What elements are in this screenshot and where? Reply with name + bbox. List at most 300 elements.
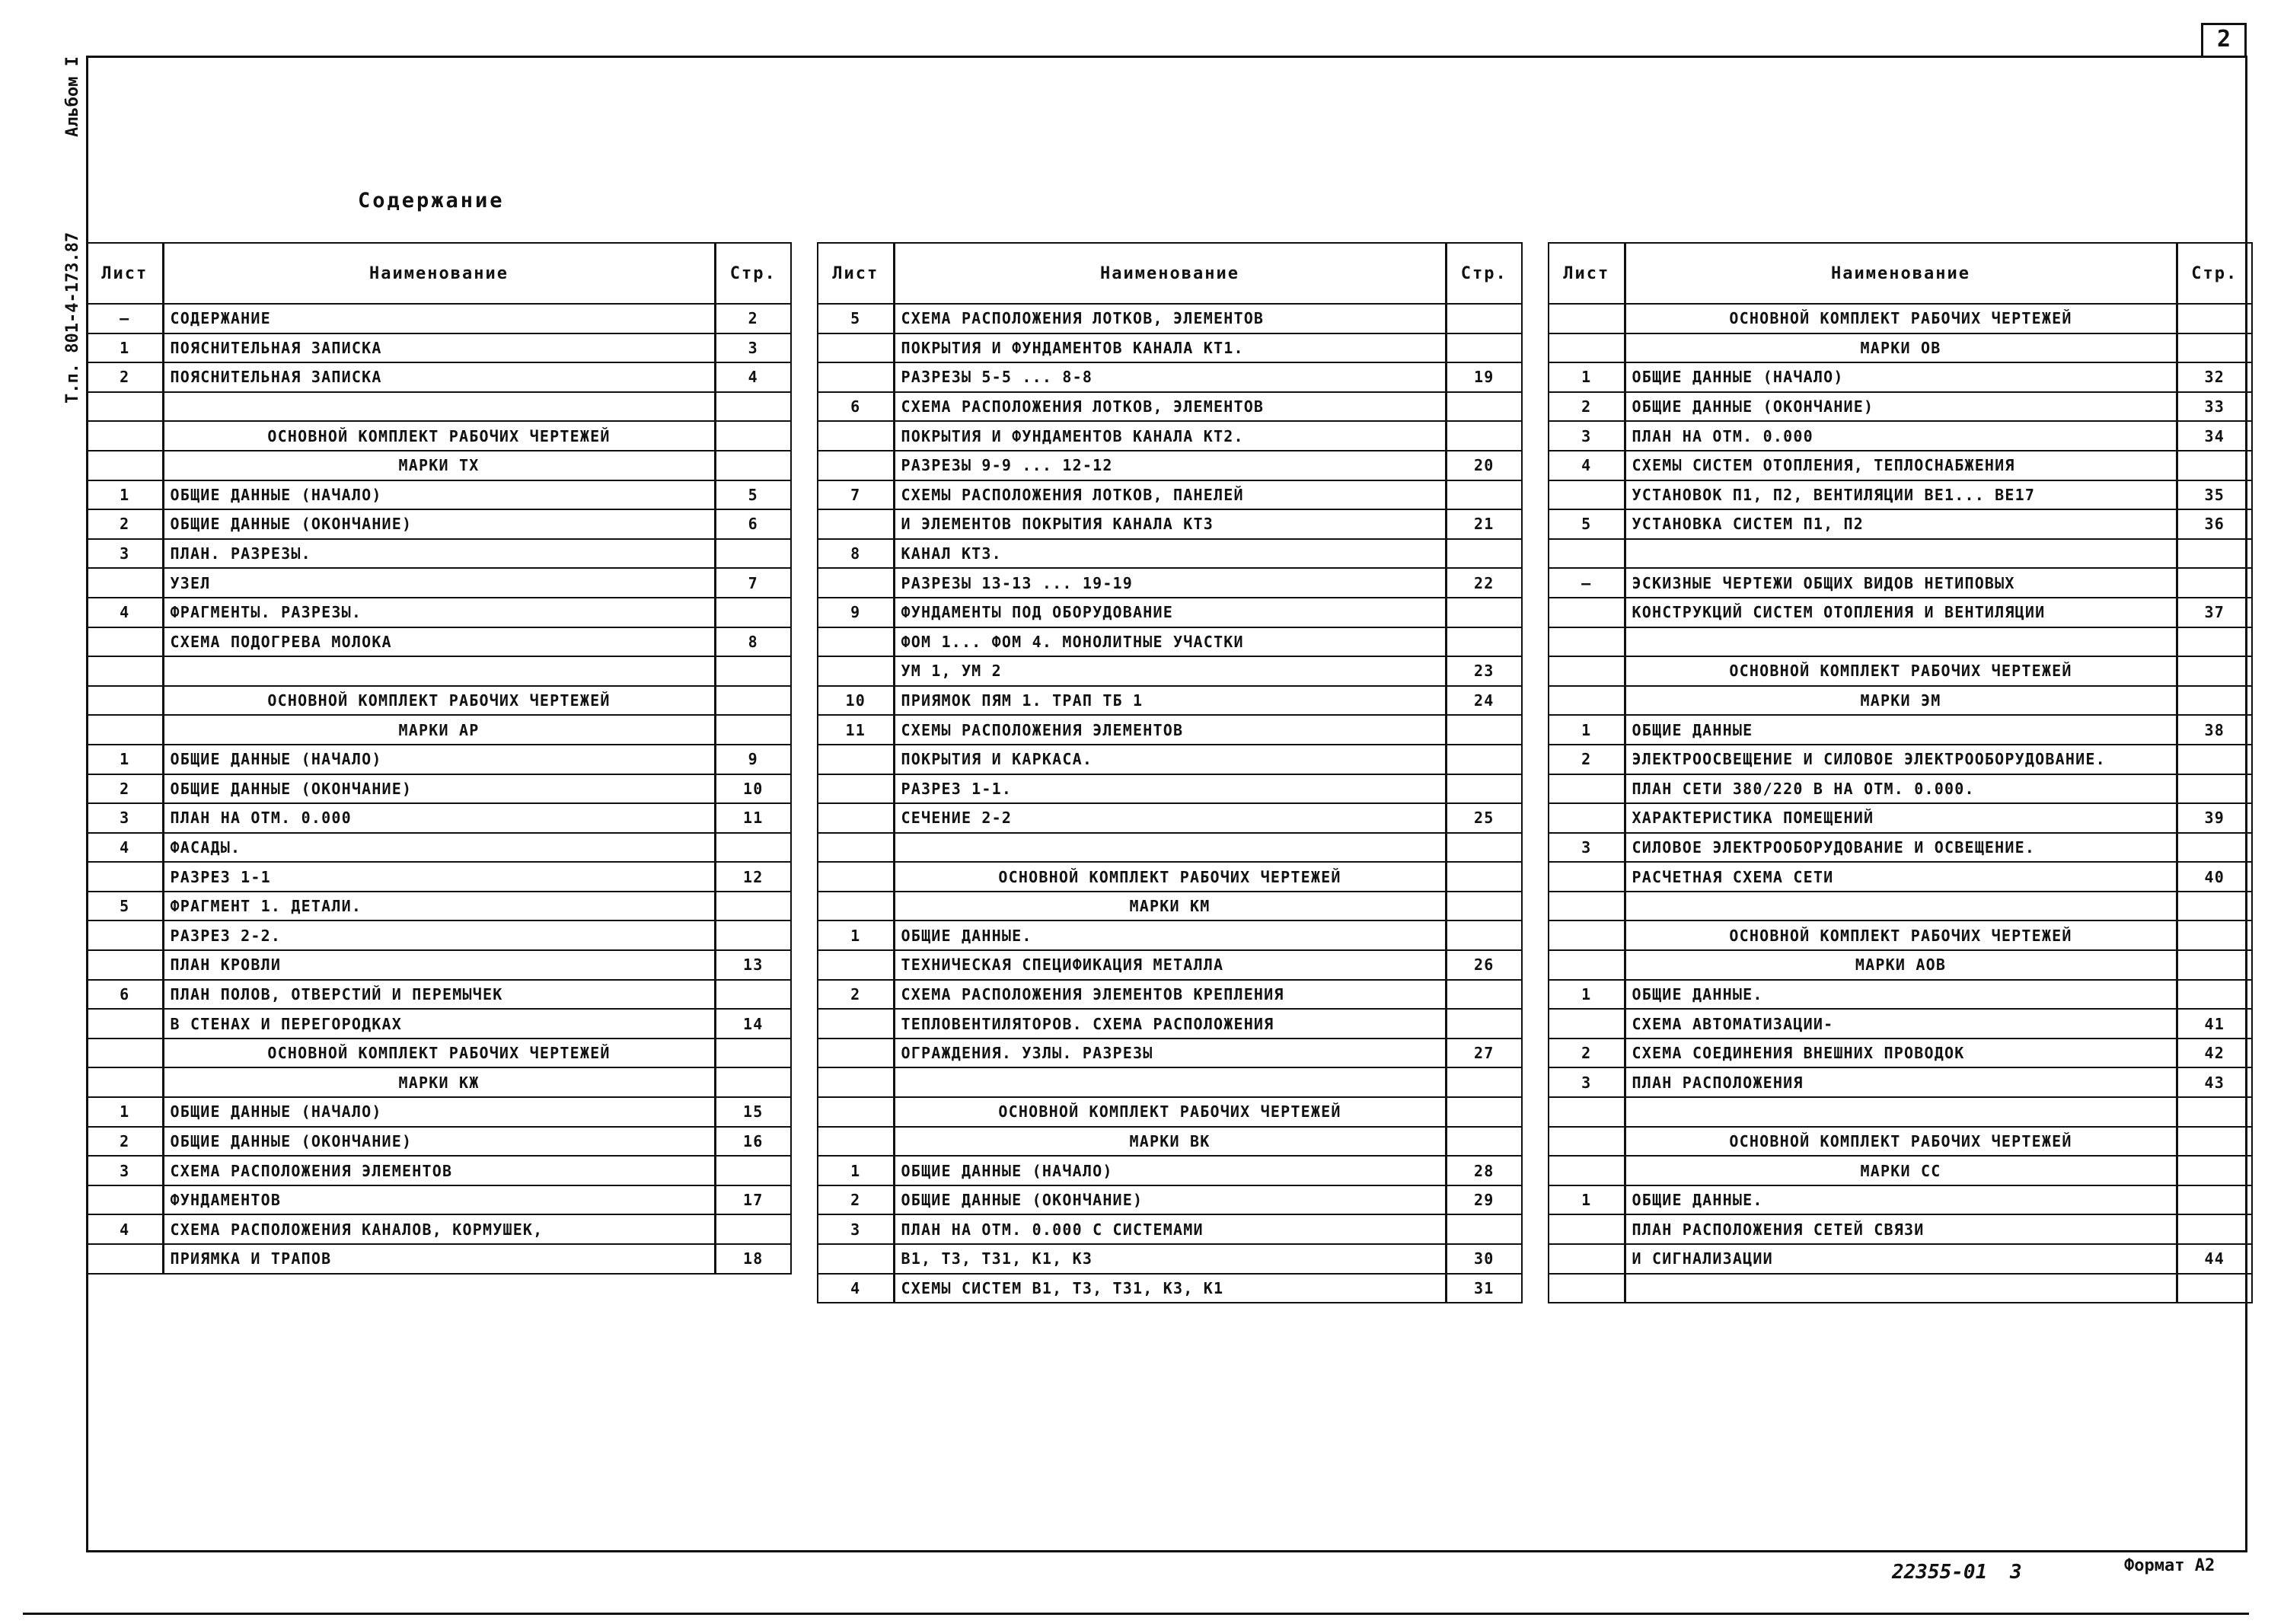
sheet-title: СИЛОВОЕ ЭЛЕКТРООБОРУДОВАНИЕ И ОСВЕЩЕНИЕ. — [1625, 833, 2177, 863]
page-number-cell: 22 — [1446, 568, 1522, 598]
toc-row — [87, 304, 791, 333]
sheet-title: ОСНОВНОЙ КОМПЛЕКТ РАБОЧИХ ЧЕРТЕЖЕЙ — [163, 421, 715, 451]
sheet-title: СХЕМЫ СИСТЕМ ОТОПЛЕНИЯ, ТЕПЛОСНАБЖЕНИЯ — [1625, 451, 2177, 480]
sheet-title: РАЗРЕЗЫ 5-5 ... 8-8 — [894, 362, 1446, 392]
toc-row — [1549, 1097, 2252, 1127]
toc-row — [87, 333, 791, 363]
toc-row — [818, 304, 1522, 333]
page-number-cell: 10 — [715, 774, 791, 804]
sheet-number — [818, 362, 894, 392]
sheet-number: 1 — [1549, 980, 1625, 1010]
toc-row — [1549, 892, 2252, 921]
sheet-title: СХЕМЫ РАСПОЛОЖЕНИЯ ЛОТКОВ, ПАНЕЛЕЙ — [894, 480, 1446, 510]
sheet-number — [87, 1067, 163, 1097]
header-name: Наименование — [894, 243, 1446, 304]
page-number-cell — [1446, 539, 1522, 569]
toc-row — [1549, 1067, 2252, 1097]
toc-row — [87, 598, 791, 627]
sheet-title: УСТАНОВОК П1, П2, ВЕНТИЛЯЦИИ ВЕ1... ВЕ17 — [1625, 480, 2177, 510]
sheet-number — [1549, 656, 1625, 686]
page-number-cell — [2177, 539, 2252, 569]
toc-row — [818, 950, 1522, 980]
sheet-title: ПЛАН РАСПОЛОЖЕНИЯ — [1625, 1067, 2177, 1097]
sheet-title: ФУНДАМЕНТОВ — [163, 1185, 715, 1215]
toc-row — [87, 509, 791, 539]
page-number-cell — [1446, 1214, 1522, 1244]
sheet-title: ОСНОВНОЙ КОМПЛЕКТ РАБОЧИХ ЧЕРТЕЖЕЙ — [1625, 656, 2177, 686]
toc-row — [1549, 1009, 2252, 1039]
page-number-cell: 43 — [2177, 1067, 2252, 1097]
sheet-number — [87, 920, 163, 950]
sheet-number — [1549, 1244, 1625, 1274]
sheet-number: 3 — [1549, 1067, 1625, 1097]
sheet-title: ПОКРЫТИЯ И КАРКАСА. — [894, 745, 1446, 774]
toc-row — [87, 362, 791, 392]
sheet-title: ПЛАН ПОЛОВ, ОТВЕРСТИЙ И ПЕРЕМЫЧЕК — [163, 980, 715, 1010]
page-title: Содержание — [358, 189, 505, 212]
page-number-cell — [2177, 950, 2252, 980]
section-heading-row — [87, 715, 791, 745]
sheet-title: КАНАЛ КТ3. — [894, 539, 1446, 569]
toc-row — [818, 1067, 1522, 1097]
sheet-number — [1549, 950, 1625, 980]
page-number-cell: 13 — [715, 950, 791, 980]
sheet-title: В СТЕНАХ И ПЕРЕГОРОДКАХ — [163, 1009, 715, 1039]
sheet-number: 5 — [87, 892, 163, 921]
page-number-cell — [2177, 333, 2252, 363]
toc-row — [87, 1127, 791, 1157]
sheet-title: ОБЩИЕ ДАННЫЕ (НАЧАЛО) — [163, 480, 715, 510]
section-heading-row — [1549, 304, 2252, 333]
sheet-number: 7 — [818, 480, 894, 510]
page-number-cell: 33 — [2177, 392, 2252, 422]
toc-row — [1549, 745, 2252, 774]
sheet-title: ПЛАН НА ОТМ. 0.000 С СИСТЕМАМИ — [894, 1214, 1446, 1244]
toc-row — [87, 627, 791, 657]
toc-row — [818, 509, 1522, 539]
sheet-number: — — [87, 304, 163, 333]
format-label: Формат А2 — [2124, 1556, 2215, 1575]
sheet-number — [87, 627, 163, 657]
page-number-cell: 38 — [2177, 715, 2252, 745]
bottom-rule — [23, 1613, 2249, 1615]
sheet-number — [818, 333, 894, 363]
sheet-title: ОБЩИЕ ДАННЫЕ (ОКОНЧАНИЕ) — [163, 774, 715, 804]
sheet-title: ОБЩИЕ ДАННЫЕ — [1625, 715, 2177, 745]
sheet-number — [1549, 1274, 1625, 1303]
sheet-number — [818, 1067, 894, 1097]
sheet-title — [1625, 627, 2177, 657]
sheet-title: МАРКИ ЭМ — [1625, 686, 2177, 716]
sheet-number — [87, 1185, 163, 1215]
page-number-cell — [1446, 1097, 1522, 1127]
page-number-cell: 29 — [1446, 1185, 1522, 1215]
sheet-number: 10 — [818, 686, 894, 716]
toc-row — [818, 656, 1522, 686]
sheet-number: 5 — [818, 304, 894, 333]
project-code: Т.п. 801-4-173.87 — [63, 231, 82, 404]
sheet-number: 2 — [87, 362, 163, 392]
page-number-cell: 16 — [715, 1127, 791, 1157]
page-number-cell — [2177, 1097, 2252, 1127]
toc-row — [1549, 1274, 2252, 1303]
sheet-number: 3 — [1549, 421, 1625, 451]
section-heading-row — [1549, 686, 2252, 716]
sheet-number — [87, 1039, 163, 1068]
sheet-number: 4 — [87, 1214, 163, 1244]
sheet-title: РАЗРЕЗЫ 9-9 ... 12-12 — [894, 451, 1446, 480]
sheet-number — [1549, 1214, 1625, 1244]
page-number-cell: 31 — [1446, 1274, 1522, 1303]
sheet-title: УСТАНОВКА СИСТЕМ П1, П2 — [1625, 509, 2177, 539]
toc-row — [818, 1009, 1522, 1039]
sheet-title — [1625, 1274, 2177, 1303]
sheet-title: ОБЩИЕ ДАННЫЕ (ОКОНЧАНИЕ) — [1625, 392, 2177, 422]
page-number-cell — [1446, 304, 1522, 333]
page-number-cell: 18 — [715, 1244, 791, 1274]
toc-row — [1549, 627, 2252, 657]
sheet-title: ПОКРЫТИЯ И ФУНДАМЕНТОВ КАНАЛА КТ1. — [894, 333, 1446, 363]
toc-row — [1549, 568, 2252, 598]
toc-row — [818, 627, 1522, 657]
page-number-cell — [1446, 392, 1522, 422]
page-number-cell — [2177, 745, 2252, 774]
toc-row — [818, 1274, 1522, 1303]
sheet-number — [818, 656, 894, 686]
sheet-number: 1 — [87, 745, 163, 774]
section-heading-row — [87, 451, 791, 480]
sheet-title: МАРКИ ТХ — [163, 451, 715, 480]
toc-row — [1549, 980, 2252, 1010]
section-heading-row — [1549, 1156, 2252, 1185]
sheet-title: ОСНОВНОЙ КОМПЛЕКТ РАБОЧИХ ЧЕРТЕЖЕЙ — [163, 686, 715, 716]
sheet-title: РАЗРЕЗ 2-2. — [163, 920, 715, 950]
page-number-cell — [1446, 892, 1522, 921]
page-number-cell — [1446, 980, 1522, 1010]
toc-row — [818, 421, 1522, 451]
toc-row — [1549, 539, 2252, 569]
page-number-cell — [2177, 304, 2252, 333]
sheet-number — [818, 627, 894, 657]
sheet-title: ПЛАН. РАЗРЕЗЫ. — [163, 539, 715, 569]
page-number-cell: 14 — [715, 1009, 791, 1039]
toc-row — [87, 803, 791, 833]
sheet-title: ОБЩИЕ ДАННЫЕ (НАЧАЛО) — [163, 1097, 715, 1127]
sheet-number — [1549, 1009, 1625, 1039]
page-number-cell: 24 — [1446, 686, 1522, 716]
sheet-title: ОБЩИЕ ДАННЫЕ. — [1625, 1185, 2177, 1215]
page-number-cell — [715, 686, 791, 716]
sheet-number — [1549, 803, 1625, 833]
section-heading-row — [1549, 333, 2252, 363]
page-number-cell: 15 — [715, 1097, 791, 1127]
sheet-title: ТЕХНИЧЕСКАЯ СПЕЦИФИКАЦИЯ МЕТАЛЛА — [894, 950, 1446, 980]
toc-row — [818, 920, 1522, 950]
sheet-number: 2 — [818, 1185, 894, 1215]
section-heading-row — [1549, 950, 2252, 980]
sheet-title: ОСНОВНОЙ КОМПЛЕКТ РАБОЧИХ ЧЕРТЕЖЕЙ — [163, 1039, 715, 1068]
sheet-number — [1549, 862, 1625, 892]
sheet-title: СЕЧЕНИЕ 2-2 — [894, 803, 1446, 833]
page-number-cell — [2177, 892, 2252, 921]
page-number-cell — [715, 451, 791, 480]
toc-row — [1549, 509, 2252, 539]
sheet-title: ЭЛЕКТРООСВЕЩЕНИЕ И СИЛОВОЕ ЭЛЕКТРООБОРУДОВАНИЕ. — [1625, 745, 2177, 774]
sheet-number — [87, 862, 163, 892]
page-number-cell — [715, 598, 791, 627]
page-number-cell — [715, 920, 791, 950]
sheet-number — [818, 1127, 894, 1157]
section-heading-row — [1549, 920, 2252, 950]
sheet-title: СХЕМА РАСПОЛОЖЕНИЯ ЭЛЕМЕНТОВ — [163, 1156, 715, 1185]
sheet-title: СХЕМА АВТОМАТИЗАЦИИ- — [1625, 1009, 2177, 1039]
sheet-number — [818, 950, 894, 980]
sheet-title: ЭСКИЗНЫЕ ЧЕРТЕЖИ ОБЩИХ ВИДОВ НЕТИПОВЫХ — [1625, 568, 2177, 598]
toc-row — [1549, 598, 2252, 627]
table-header — [1549, 243, 2252, 304]
toc-row — [818, 1185, 1522, 1215]
sheet-title: ПОЯСНИТЕЛЬНАЯ ЗАПИСКА — [163, 333, 715, 363]
sheet-title: ПЛАН КРОВЛИ — [163, 950, 715, 980]
page-number-cell — [715, 421, 791, 451]
sheet-title — [894, 1067, 1446, 1097]
sheet-number — [818, 1009, 894, 1039]
page-number-cell — [1446, 333, 1522, 363]
page-number-cell: 8 — [715, 627, 791, 657]
page-number-cell: 11 — [715, 803, 791, 833]
header-sheet: Лист — [818, 243, 894, 304]
sheet-title — [1625, 892, 2177, 921]
toc-row — [87, 1214, 791, 1244]
sheet-number — [87, 686, 163, 716]
sheet-title: СОДЕРЖАНИЕ — [163, 304, 715, 333]
toc-row — [1549, 774, 2252, 804]
page-number-cell — [1446, 480, 1522, 510]
sheet-title: СХЕМА РАСПОЛОЖЕНИЯ ЭЛЕМЕНТОВ КРЕПЛЕНИЯ — [894, 980, 1446, 1010]
sheet-number: 2 — [1549, 1039, 1625, 1068]
sheet-number: 2 — [1549, 745, 1625, 774]
toc-row — [1549, 1185, 2252, 1215]
page-number-cell: 25 — [1446, 803, 1522, 833]
toc-row — [818, 598, 1522, 627]
toc-row — [818, 568, 1522, 598]
page-number-cell — [2177, 920, 2252, 950]
page-number-cell — [2177, 686, 2252, 716]
sheet-number — [1549, 774, 1625, 804]
sheet-number: 3 — [1549, 833, 1625, 863]
page-number-cell: 5 — [715, 480, 791, 510]
page-number-cell — [715, 833, 791, 863]
sheet-number — [1549, 627, 1625, 657]
sheet-number — [87, 656, 163, 686]
sheet-title: ОБЩИЕ ДАННЫЕ (НАЧАЛО) — [894, 1156, 1446, 1185]
sheet-title: ОСНОВНОЙ КОМПЛЕКТ РАБОЧИХ ЧЕРТЕЖЕЙ — [1625, 1127, 2177, 1157]
sheet-number — [1549, 480, 1625, 510]
page-number-cell: 12 — [715, 862, 791, 892]
sheet-title: РАЗРЕЗ 1-1. — [894, 774, 1446, 804]
sheet-number — [1549, 1097, 1625, 1127]
page-number-cell — [715, 656, 791, 686]
page-number-cell: 21 — [1446, 509, 1522, 539]
page-number-cell — [1446, 774, 1522, 804]
page-number-cell — [2177, 451, 2252, 480]
header-sheet: Лист — [1549, 243, 1625, 304]
toc-row — [87, 1009, 791, 1039]
sheet-title: СХЕМЫ СИСТЕМ В1, Т3, Т31, К3, К1 — [894, 1274, 1446, 1303]
toc-row — [1549, 1214, 2252, 1244]
page-number-cell: 23 — [1446, 656, 1522, 686]
page-number-cell — [715, 1214, 791, 1244]
sheet-number: 2 — [87, 509, 163, 539]
page-number-cell: 28 — [1446, 1156, 1522, 1185]
sheet-number — [1549, 1127, 1625, 1157]
sheet-number — [87, 568, 163, 598]
page-number-cell — [2177, 1185, 2252, 1215]
sheet-title: СХЕМЫ РАСПОЛОЖЕНИЯ ЭЛЕМЕНТОВ — [894, 715, 1446, 745]
sheet-title: ФОМ 1... ФОМ 4. МОНОЛИТНЫЕ УЧАСТКИ — [894, 627, 1446, 657]
page-number-cell: 7 — [715, 568, 791, 598]
sheet-number: 1 — [87, 480, 163, 510]
toc-row — [87, 480, 791, 510]
sheet-number: 1 — [818, 920, 894, 950]
page-number-cell: 36 — [2177, 509, 2252, 539]
sheet-title: ОСНОВНОЙ КОМПЛЕКТ РАБОЧИХ ЧЕРТЕЖЕЙ — [894, 1097, 1446, 1127]
sheet-number: 3 — [87, 803, 163, 833]
page-number-cell: 26 — [1446, 950, 1522, 980]
sheet-title: СХЕМА СОЕДИНЕНИЯ ВНЕШНИХ ПРОВОДОК — [1625, 1039, 2177, 1068]
sheet-number — [1549, 1156, 1625, 1185]
sheet-number — [1549, 304, 1625, 333]
sheet-title: МАРКИ КМ — [894, 892, 1446, 921]
sheet-number — [1549, 686, 1625, 716]
sheet-number — [87, 715, 163, 745]
sheet-number — [87, 1244, 163, 1274]
page-number-cell — [1446, 421, 1522, 451]
page-number-cell — [1446, 920, 1522, 950]
sheet-title: ПЛАН РАСПОЛОЖЕНИЯ СЕТЕЙ СВЯЗИ — [1625, 1214, 2177, 1244]
header-page: Стр. — [2177, 243, 2252, 304]
toc-row — [818, 480, 1522, 510]
page-number-cell: 2 — [715, 304, 791, 333]
sheet-number: 2 — [87, 774, 163, 804]
page-number-cell — [715, 1039, 791, 1068]
sheet-number — [818, 451, 894, 480]
toc-table-1 — [86, 242, 792, 1275]
sheet-number — [818, 833, 894, 863]
sheet-title: В1, Т3, Т31, К1, К3 — [894, 1244, 1446, 1274]
sheet-title: ФАСАДЫ. — [163, 833, 715, 863]
header-name: Наименование — [163, 243, 715, 304]
section-heading-row — [818, 1097, 1522, 1127]
section-heading-row — [87, 686, 791, 716]
toc-row — [1549, 392, 2252, 422]
page-number-cell: 20 — [1446, 451, 1522, 480]
sheet-number: 1 — [87, 333, 163, 363]
toc-row — [1549, 362, 2252, 392]
sheet-title: ФУНДАМЕНТЫ ПОД ОБОРУДОВАНИЕ — [894, 598, 1446, 627]
sheet-title: ОБЩИЕ ДАННЫЕ. — [1625, 980, 2177, 1010]
toc-row — [1549, 1244, 2252, 1274]
sheet-title: СХЕМА РАСПОЛОЖЕНИЯ КАНАЛОВ, КОРМУШЕК, — [163, 1214, 715, 1244]
page-number-cell: 9 — [715, 745, 791, 774]
toc-row — [818, 745, 1522, 774]
sheet-title: РАЗРЕЗЫ 13-13 ... 19-19 — [894, 568, 1446, 598]
sheet-title: ПОЯСНИТЕЛЬНАЯ ЗАПИСКА — [163, 362, 715, 392]
toc-row — [87, 833, 791, 863]
album-label: Альбом I — [63, 56, 82, 137]
sheet-number — [818, 568, 894, 598]
sheet-title: ПЛАН НА ОТМ. 0.000 — [163, 803, 715, 833]
sheet-number: — — [1549, 568, 1625, 598]
page-number-cell — [715, 539, 791, 569]
toc-table-3 — [1548, 242, 2253, 1303]
toc-row — [818, 451, 1522, 480]
page-number-cell — [1446, 627, 1522, 657]
toc-row — [87, 1156, 791, 1185]
sheet-title — [1625, 1097, 2177, 1127]
sheet-number — [87, 1009, 163, 1039]
toc-row — [818, 333, 1522, 363]
page-number-cell — [1446, 1127, 1522, 1157]
toc-row — [87, 568, 791, 598]
sheet-number: 3 — [87, 539, 163, 569]
sheet-number: 9 — [818, 598, 894, 627]
sheet-title: ОСНОВНОЙ КОМПЛЕКТ РАБОЧИХ ЧЕРТЕЖЕЙ — [1625, 920, 2177, 950]
page-number-cell: 37 — [2177, 598, 2252, 627]
page-number-cell — [2177, 627, 2252, 657]
page-number-cell — [1446, 833, 1522, 863]
toc-row — [818, 1244, 1522, 1274]
sheet-number — [1549, 920, 1625, 950]
toc-row — [87, 392, 791, 422]
sheet-title — [163, 656, 715, 686]
toc-row — [87, 1185, 791, 1215]
section-heading-row — [87, 1039, 791, 1068]
sheet-title: ХАРАКТЕРИСТИКА ПОМЕЩЕНИЙ — [1625, 803, 2177, 833]
table-header — [87, 243, 791, 304]
sheet-title — [1625, 539, 2177, 569]
page-number-cell: 34 — [2177, 421, 2252, 451]
page-number-cell: 32 — [2177, 362, 2252, 392]
section-heading-row — [818, 862, 1522, 892]
page-number-cell: 40 — [2177, 862, 2252, 892]
toc-row — [87, 1097, 791, 1127]
sheet-title: СХЕМА ПОДОГРЕВА МОЛОКА — [163, 627, 715, 657]
sheet-title: МАРКИ КЖ — [163, 1067, 715, 1097]
sheet-number — [818, 421, 894, 451]
sheet-title: И СИГНАЛИЗАЦИИ — [1625, 1244, 2177, 1274]
toc-row — [818, 833, 1522, 863]
sheet-number: 4 — [87, 833, 163, 863]
sheet-title: ОСНОВНОЙ КОМПЛЕКТ РАБОЧИХ ЧЕРТЕЖЕЙ — [894, 862, 1446, 892]
page-number-cell: 27 — [1446, 1039, 1522, 1068]
page-number-cell — [1446, 715, 1522, 745]
sheet-title: МАРКИ ОВ — [1625, 333, 2177, 363]
page-number-cell — [715, 1156, 791, 1185]
sheet-title: И ЭЛЕМЕНТОВ ПОКРЫТИЯ КАНАЛА КТ3 — [894, 509, 1446, 539]
sheet-number — [818, 892, 894, 921]
page-number-cell: 6 — [715, 509, 791, 539]
sheet-title: ПЛАН СЕТИ 380/220 В НА ОТМ. 0.000. — [1625, 774, 2177, 804]
sheet-title: ОБЩИЕ ДАННЫЕ (ОКОНЧАНИЕ) — [894, 1185, 1446, 1215]
sheet-title: ОБЩИЕ ДАННЫЕ (НАЧАЛО) — [163, 745, 715, 774]
sheet-number — [818, 745, 894, 774]
sheet-title: МАРКИ СС — [1625, 1156, 2177, 1185]
section-heading-row — [818, 1127, 1522, 1157]
page-number: 2 — [2216, 26, 2231, 53]
toc-row — [818, 392, 1522, 422]
section-heading-row — [1549, 656, 2252, 686]
